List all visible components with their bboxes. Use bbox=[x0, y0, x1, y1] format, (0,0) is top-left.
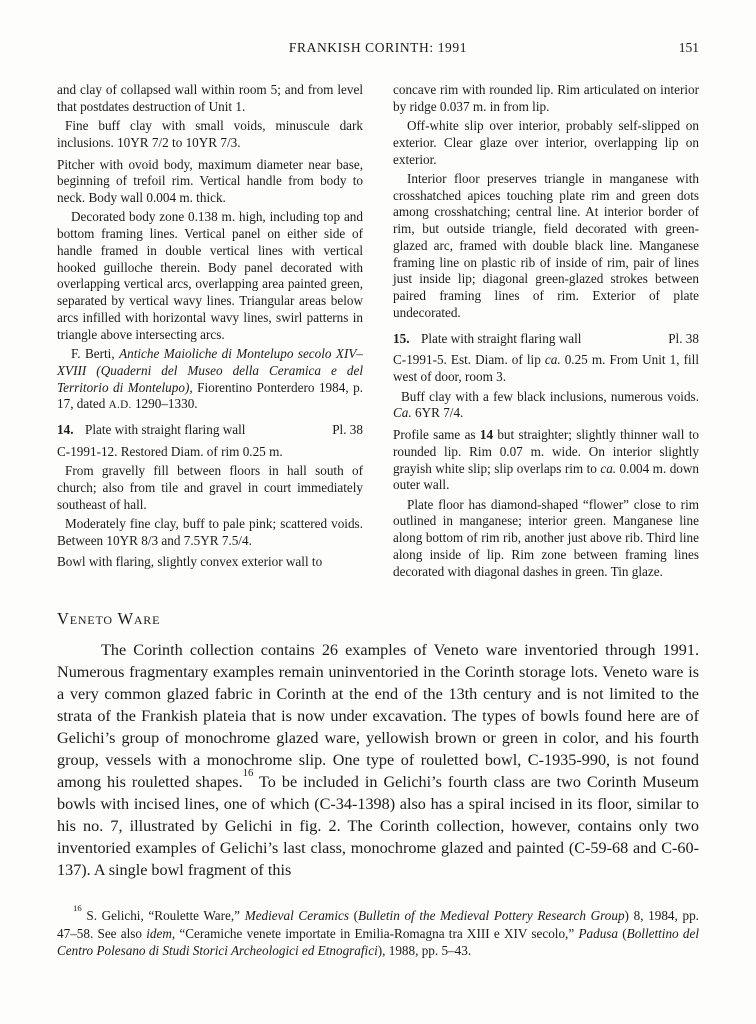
entry-cross-reference: 14 bbox=[479, 427, 494, 443]
entry-15-heading bbox=[393, 331, 699, 348]
entry-15-title: Plate with straight flaring wall bbox=[421, 330, 582, 346]
reference-author: F. Berti, bbox=[71, 345, 120, 361]
veneto-text: To be included in Gelichi’s fourth class are two Corinth Museum bowls with incised lines, one of which (C-34-1398) also has a spiral incised in its floor, similar to his no. 7, illustrated by Gelichi in fig. 2. The Corinth collection, however, contains only two inventoried examples of Gelichi’s last class, monochrome glazed and painted (C-59-68 and C-60-137). A single bowl fragment of this bbox=[57, 773, 700, 880]
footnote-journal-title: Medieval Ceramics bbox=[244, 908, 349, 924]
circa-abbreviation: ca. bbox=[600, 460, 617, 476]
pitcher-description: Pitcher with ovoid body, maximum diameter near base, beginning of trefoil rim. Vertical handle from body to neck. Body wall 0.004 m. thick. bbox=[57, 156, 363, 206]
bibliographic-reference bbox=[57, 346, 363, 413]
profile-text: 0.004 m. down outer wall. bbox=[393, 460, 699, 493]
running-title: FRANKISH CORINTH: 1991 bbox=[288, 40, 468, 55]
entry-15-fabric bbox=[393, 389, 699, 423]
circa-abbreviation: ca. bbox=[544, 352, 561, 368]
footnote-text: ), 1988, pp. 5–43. bbox=[377, 943, 472, 959]
footnote-padusa-title: Padusa bbox=[578, 925, 619, 941]
footnote-reference-marker: 16 bbox=[242, 766, 254, 779]
page-number: 151 bbox=[678, 40, 699, 55]
entry-14-number: 14. bbox=[57, 422, 74, 438]
footnotes-area bbox=[57, 902, 699, 959]
entry-14-catalogue-line: C-1991-12. Restored Diam. of rim 0.25 m. bbox=[57, 443, 283, 459]
veneto-ware-section bbox=[57, 609, 699, 881]
two-column-body bbox=[57, 82, 699, 583]
veneto-text: The Corinth collection contains 26 examples of Veneto ware inventoried through 1991. Numerous fragmentary examples remain uninventoried in the Corinth storage lots. Veneto ware is a very common glazed fabric in Corinth at the end of the 13th century and is not limited to the strata of the Frankish plateia that is now under excavation. The types of bowls found here are of Gelichi’s group of monochrome glazed ware, yellowish brown or green in color, and his fourth group, vessels with a monochrome slip. One type of rouletted bowl, C-1935-990, is not found among his rouletted shapes. bbox=[57, 640, 699, 792]
fabric-text: 6YR 7/4. bbox=[411, 405, 464, 421]
profile-text: but straighter; slightly thinner wall to rounded lip. Rim 0.07 m. wide. On interior slightly grayish white slip; slip overlaps rim to bbox=[393, 427, 699, 476]
entry-15-floor-description: Plate floor has diamond-shaped “flower” close to rim outlined in manganese; interior green. Manganese line along bottom of rim rib, another just above rib. Third line along inside of lip. Rim zone between framing lines decorated with diagonal dashes in green. Tin glaze. bbox=[393, 496, 699, 579]
left-column bbox=[57, 82, 363, 583]
entry-14-slip-description: Off-white slip over interior, probably self-slipped on exterior. Clear glaze over interior, overlapping lip on exterior. bbox=[393, 118, 699, 167]
entry-14-title: Plate with straight flaring wall bbox=[85, 422, 246, 438]
veneto-paragraph bbox=[57, 639, 699, 881]
footnote-text: ( bbox=[348, 908, 359, 924]
entry-15-plate-reference: Pl. 38 bbox=[668, 330, 699, 346]
page-header bbox=[57, 40, 699, 56]
right-column bbox=[393, 82, 699, 583]
footnote-text: ( bbox=[618, 925, 627, 941]
footnote-text: S. Gelichi, “Roulette Ware,” bbox=[81, 908, 245, 924]
footnote-bulletin-title: Bulletin of the Medieval Pottery Research Group bbox=[358, 908, 625, 924]
entry-15-catalogue-line bbox=[393, 352, 699, 386]
footnote-text: ) 8, 1984, pp. 47–58. See also bbox=[57, 908, 699, 941]
catalogue-line-text: 0.25 m. From Unit 1, fill west of door, room 3. bbox=[393, 352, 699, 385]
entry-14-fabric: Moderately fine clay, buff to pale pink; scattered voids. Between 10YR 8/3 and 7.5YR 7.5/4. bbox=[57, 515, 363, 548]
section-heading: Veneto Ware bbox=[57, 608, 161, 628]
footnote-text: , “Ceramiche venete importate in Emilia-Romagna tra XIII e XIV secolo,” bbox=[171, 925, 579, 941]
footnote-bollettino-title: Bollettino del Centro Polesano di Studi Storici Archeologici ed Etnografici bbox=[57, 925, 699, 959]
circa-abbreviation: Ca. bbox=[393, 405, 412, 421]
entry-14-interior-description: Interior floor preserves triangle in manganese with crosshatched apices touching plate rim and green dots among crosshatching; central line. At interior border of rim, but outside triangle, field decorated with green-glazed arc, framed with double black line. Manganese framing line on plastic rib of inside of rim, pair of lines just inside lip; diagonal green-glazed strokes between paired framing lines of rim. Exterior of plate undecorated. bbox=[393, 170, 699, 320]
entry-14-description-continuation: concave rim with rounded lip. Rim articulated on interior by ridge 0.037 m. in from lip. bbox=[393, 82, 699, 114]
profile-text: Profile same as bbox=[393, 427, 480, 443]
fabric-text: Buff clay with a few black inclusions, numerous voids. bbox=[401, 388, 699, 404]
entry-15-number: 15. bbox=[393, 330, 410, 346]
reference-publication: , Fiorentino Ponterdero 1984, p. 17, dated bbox=[57, 379, 364, 412]
entry-14-plate-reference: Pl. 38 bbox=[332, 422, 363, 438]
footnote-idem: idem bbox=[146, 925, 172, 941]
reference-date-range: 1290–1330. bbox=[131, 396, 198, 412]
footnote-16 bbox=[57, 902, 699, 959]
entry-14-description-start: Bowl with flaring, slightly convex exterior wall to bbox=[57, 554, 323, 570]
catalogue-line-text: C-1991-5. Est. Diam. of lip bbox=[393, 352, 545, 368]
catalogue-continuation: and clay of collapsed wall within room 5; and from level that postdates destruction of Unit 1. bbox=[57, 82, 363, 114]
entry-14-provenance: From gravelly fill between floors in hall south of church; also from tile and gravel in court immediately southeast of hall. bbox=[57, 463, 363, 512]
entry-14-heading bbox=[57, 422, 363, 439]
entry-15-profile-description bbox=[393, 427, 699, 494]
reference-era: A.D. bbox=[108, 399, 132, 412]
fabric-note: Fine buff clay with small voids, minuscule dark inclusions. 10YR 7/2 to 10YR 7/3. bbox=[57, 118, 363, 150]
footnote-number: 16 bbox=[73, 902, 82, 913]
decoration-description: Decorated body zone 0.138 m. high, including top and bottom framing lines. Vertical panel on either side of handle framed in double vertical lines with vertical hooked guilloche therein. Body panel decorated with overlapping vertical arcs, overlapping area painted green, separated by vertical wavy lines. Triangular areas below arcs infilled with horizontal wavy lines, swirl patterns in triangle above intersecting arcs. bbox=[57, 209, 363, 342]
reference-title: Antiche Maioliche di Montelupo secolo XIV–XVIII (Quaderni del Museo della Ceramica e del Territorio di Montelupo) bbox=[57, 345, 364, 395]
